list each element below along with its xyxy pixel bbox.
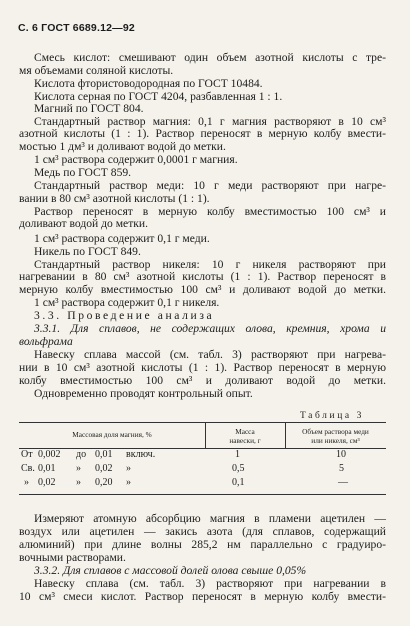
text-line: Кислота фтористоводородная по ГОСТ 10484. [34, 77, 263, 90]
row-prefix: » [24, 477, 29, 488]
table-header-solution-volume: Объем раствора меди [302, 427, 369, 436]
row-mass: 0,1 [232, 477, 245, 488]
row-conj: » [76, 477, 81, 488]
text-line: 1 см³ раствора содержит 0,1 г меди. [34, 232, 210, 245]
text-line: Стандартный раствор меди: 10 г меди растворяют при нагре- [34, 179, 386, 192]
table-caption: Таблица 3 [300, 411, 365, 421]
text-line: воздух или ацетилен — закись азота (для сплавов, содержащий [19, 525, 386, 538]
row-from: 0,02 [38, 477, 56, 488]
text-line: нии в 10 см³ азотной кислоты (1 : 1). Раствор переносят в мерную [19, 361, 386, 374]
row-conj: » [76, 463, 81, 474]
table-header-solution-volume: или никеля, см³ [311, 436, 360, 445]
text-line: 10 см³ смеси кислот. Раствор переносят в мерную колбу вмести- [19, 590, 386, 603]
text-line: Навеску сплава массой (см. табл. 3) растворяют при нагрева- [34, 348, 386, 361]
row-to: 0,02 [95, 463, 113, 474]
text-line: Раствор переносят в мерную колбу вместимостью 100 см³ и [34, 205, 386, 218]
table-header-sample-mass: навески, г [229, 436, 261, 445]
table-bottom-rule [19, 494, 386, 495]
text-line: Никель по ГОСТ 849. [34, 245, 141, 258]
row-suffix: включ. [126, 449, 156, 460]
text-line: вании в 80 см³ азотной кислоты (1 : 1). [19, 192, 210, 205]
row-from: 0,002 [38, 449, 61, 460]
row-mass: 0,5 [232, 463, 245, 474]
table-header-mass-fraction: Массовая доля магния, % [72, 430, 152, 439]
text-line: Стандартный раствор магния: 0,1 г магния растворяют в 10 см³ [34, 115, 386, 128]
row-prefix: От [21, 449, 33, 460]
text-line: Навеску сплава (см. табл. 3) растворяют при нагревании в [34, 577, 386, 590]
text-line: мерную колбу вместимостью 100 см³ и доливают водой до метки. [19, 283, 386, 296]
row-to: 0,20 [95, 477, 113, 488]
text-line: Одновременно проводят контрольный опыт. [34, 387, 253, 400]
row-mass: 1 [235, 449, 240, 460]
table-header-rule [19, 448, 386, 449]
row-suffix: » [126, 463, 131, 474]
text-line: 1 см³ раствора содержит 0,1 г никеля. [34, 296, 220, 309]
subsection-heading: вольфрама [19, 335, 73, 348]
page-header: С. 6 ГОСТ 6689.12—92 [18, 22, 135, 34]
row-volume: — [338, 477, 348, 488]
text-line: азотной кислоты (1 : 1). Раствор переносят в мерную колбу вмести- [19, 127, 386, 140]
row-from: 0,01 [38, 463, 56, 474]
text-line: Магний по ГОСТ 804. [34, 102, 144, 115]
row-suffix: » [126, 477, 131, 488]
text-line: Стандартный раствор никеля: 10 г никеля растворяют при [34, 258, 386, 271]
row-to: 0,01 [95, 449, 113, 460]
text-line: мя объемами соляной кислоты. [19, 64, 174, 77]
row-prefix: Св. [21, 463, 35, 474]
text-line: Медь по ГОСТ 859. [34, 166, 132, 179]
text-line: Измеряют атомную абсорбцию магния в пламени ацетилен — [34, 512, 386, 525]
subsection-heading: 3.3.1. Для сплавов, не содержащих олова, кремния, хрома и [34, 322, 386, 335]
section-heading: 3.3. Проведение анализа [34, 309, 215, 322]
row-conj: до [76, 449, 87, 460]
table-top-rule [19, 422, 386, 423]
text-line: алюминий) при длине волны 285,2 нм параллельно с градуиро- [19, 538, 386, 551]
text-line: 1 см³ раствора содержит 0,0001 г магния. [34, 153, 238, 166]
text-line: вочными растворами. [19, 551, 126, 564]
text-line: колбу вместимостью 100 см³ и доливают водой до метки. [19, 374, 386, 387]
text-line: Кислота серная по ГОСТ 4204, разбавленная 1 : 1. [34, 90, 283, 103]
text-line: нагревании в 80 см³ азотной кислоты (1 : 1). Раствор переносят в [19, 270, 386, 283]
row-volume: 5 [339, 463, 344, 474]
text-line: доливают водой до метки. [19, 217, 149, 230]
text-line: Смесь кислот: смешивают один объем азотной кислоты с тре- [34, 51, 386, 64]
text-line: мостью 1 дм³ и доливают водой до метки. [19, 140, 226, 153]
subsection-heading: 3.3.2. Для сплавов с массовой долей олова свыше 0,05% [34, 564, 307, 577]
table-header-sample-mass: Масса [235, 427, 255, 436]
row-volume: 10 [336, 449, 346, 460]
